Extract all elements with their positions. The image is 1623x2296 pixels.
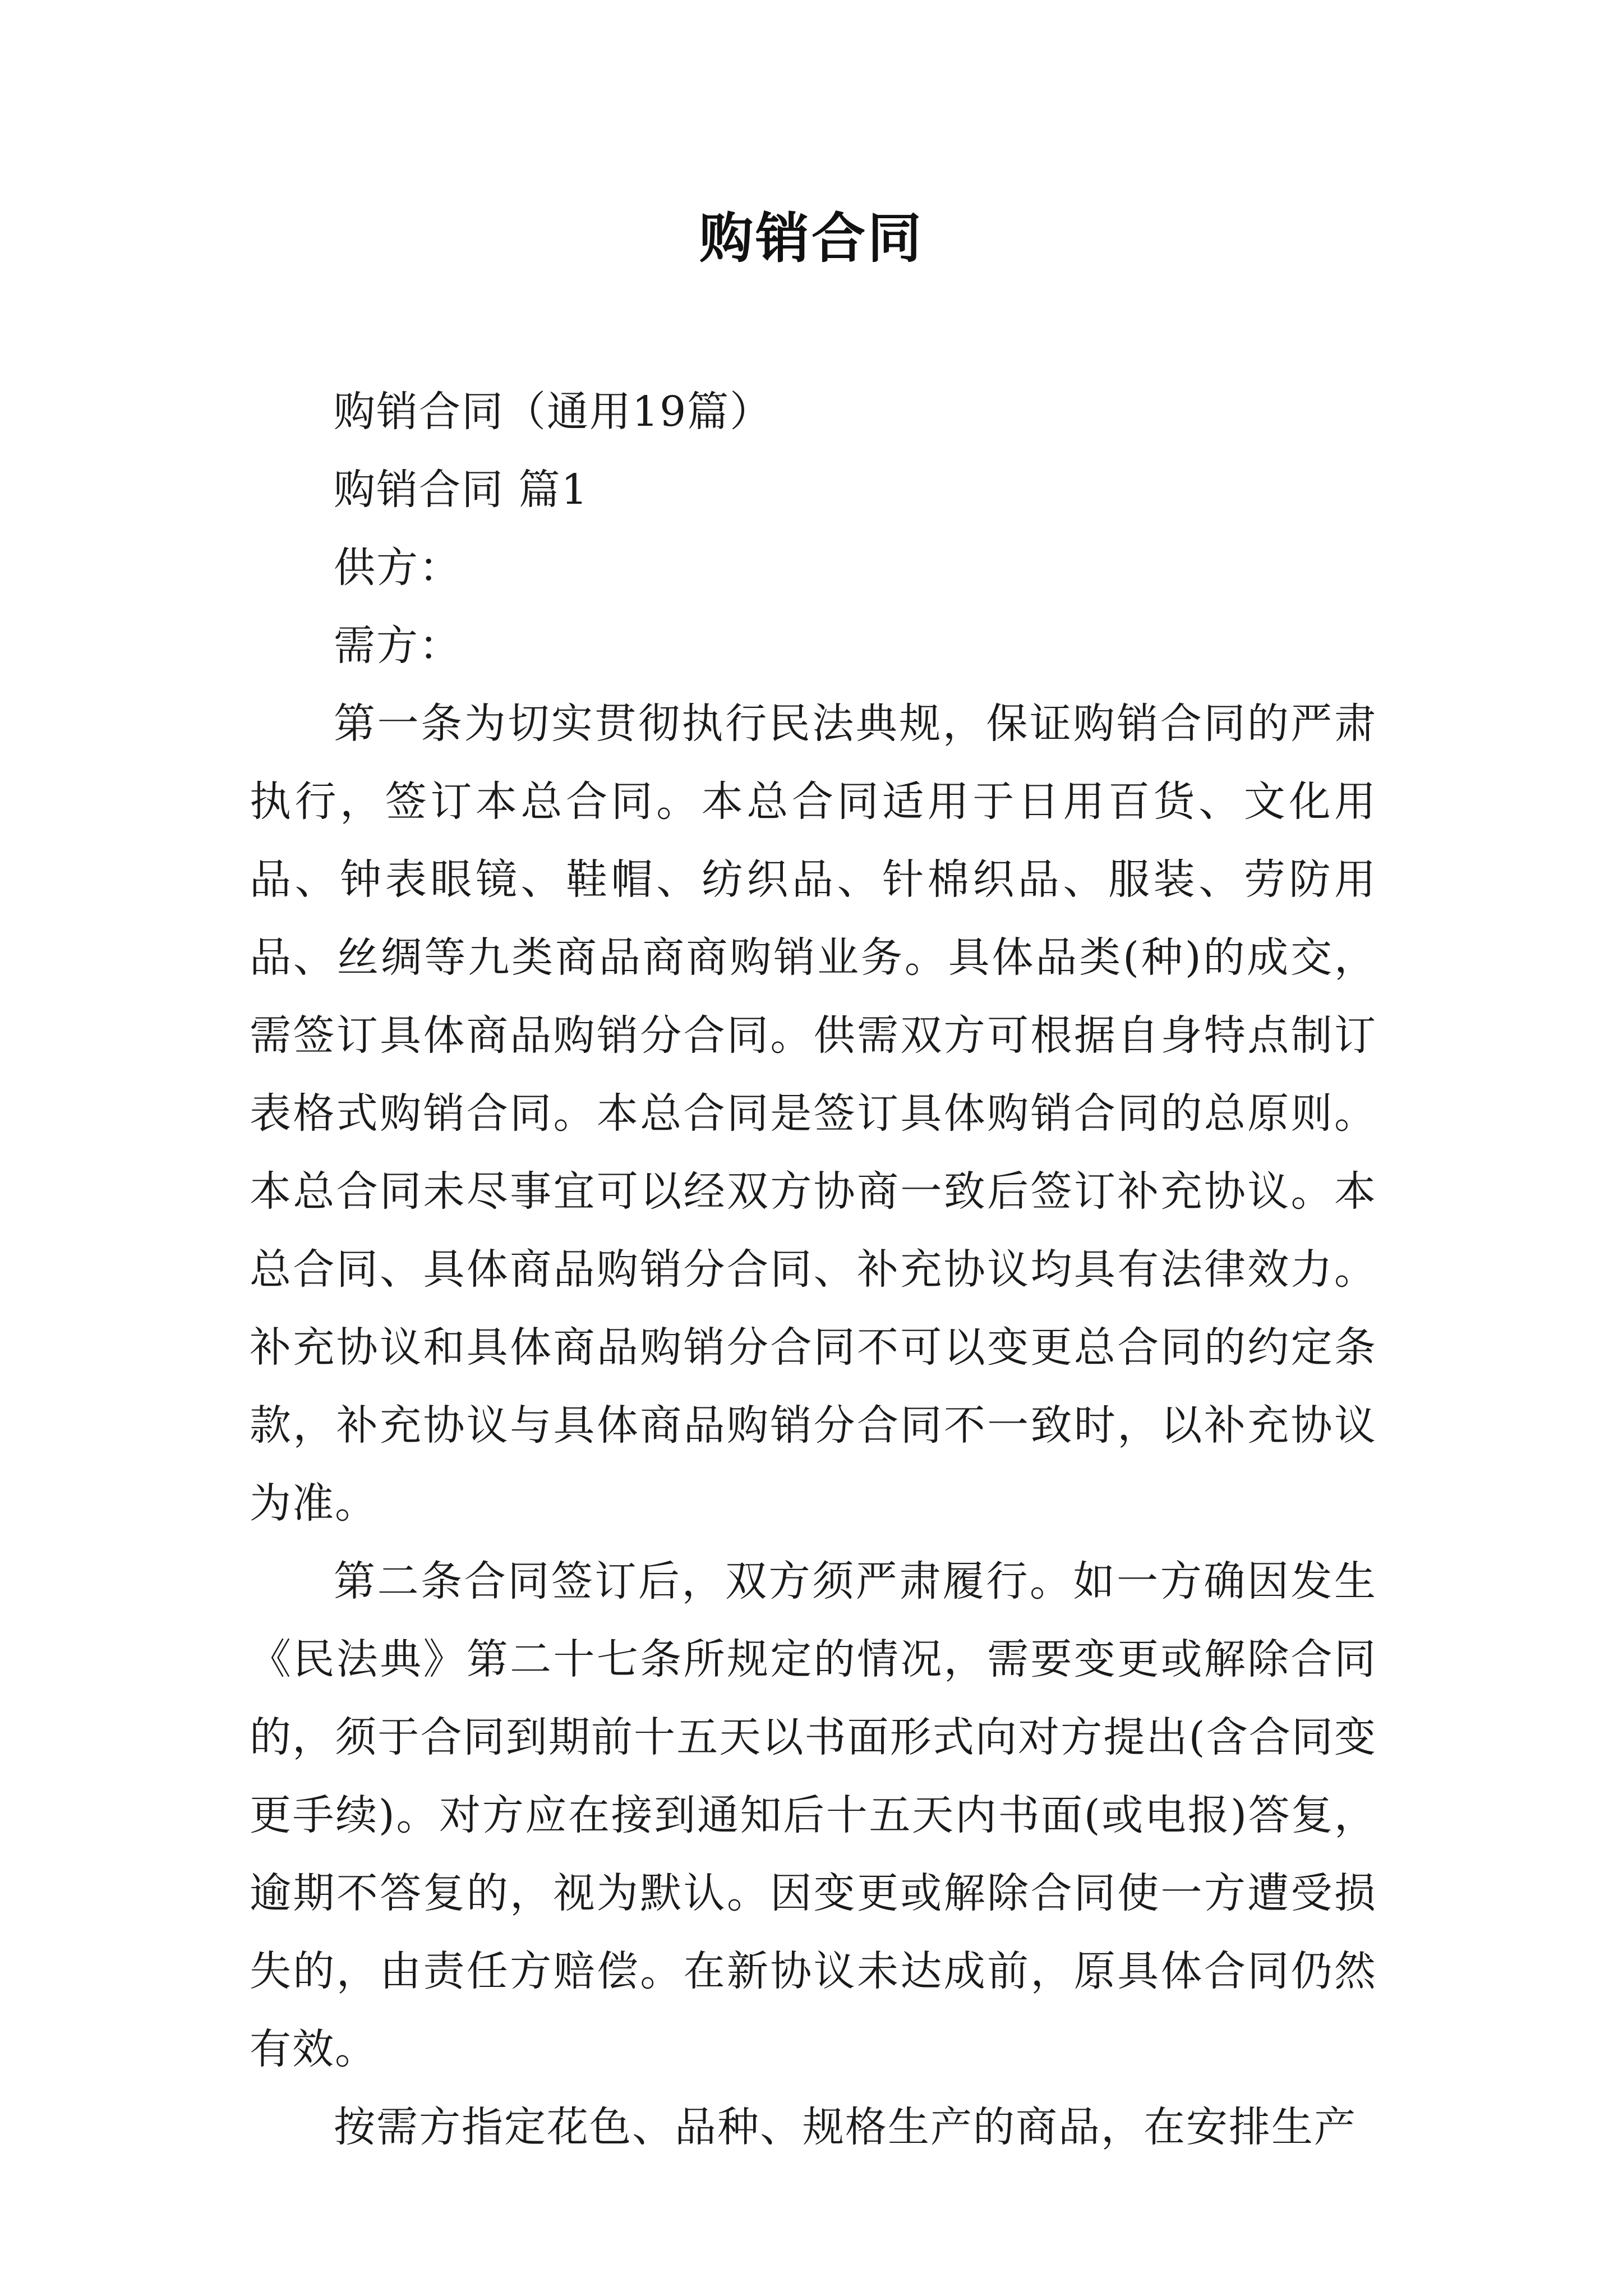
paragraph-article-1: 第一条为切实贯彻执行民法典规，保证购销合同的严肃执行，签订本总合同。本总合同适用于日用百货、文化用品、钟表眼镜、鞋帽、纺织品、针棉织品、服装、劳防用品、丝绸等九类商品商商购销业务。具体品类(种)的成交，需签订具体商品购销分合同。供需双方可根据自身特点制订表格式购销合同。本总合同是签订具体购销合同的总原则。本总合同未尽事宜可以经双方协商一致后签订补充协议。本总合同、具体商品购销分合同、补充协议均具有法律效力。补充协议和具体商品购销分合同不可以变更总合同的约定条款，补充协议与具体商品购销分合同不一致时，以补充协议为准。 [250,700,1377,1527]
document-body [250,373,1377,2166]
paragraph-continuation: 按需方指定花色、品种、规格生产的商品，在安排生产 [334,2103,1357,2151]
paragraph-subtitle: 购销合同（通用19篇） [334,388,773,436]
paragraph-section-heading: 购销合同 篇1 [334,466,589,514]
paragraph-article-2: 第二条合同签订后，双方须严肃履行。如一方确因发生《民法典》第二十七条所规定的情况，需要变更或解除合同的，须于合同到期前十五天以书面形式向对方提出(含合同变更手续)。对方应在接到通知后十五天内书面(或电报)答复，逾期不答复的，视为默认。因变更或解除合同使一方遭受损失的，由责任方赔偿。在新协议未达成前，原具体合同仍然有效。 [250,1557,1377,2073]
document-title: 购销合同 [699,207,924,270]
paragraph-supplier: 供方： [334,544,462,592]
paragraph-buyer: 需方： [334,622,462,670]
